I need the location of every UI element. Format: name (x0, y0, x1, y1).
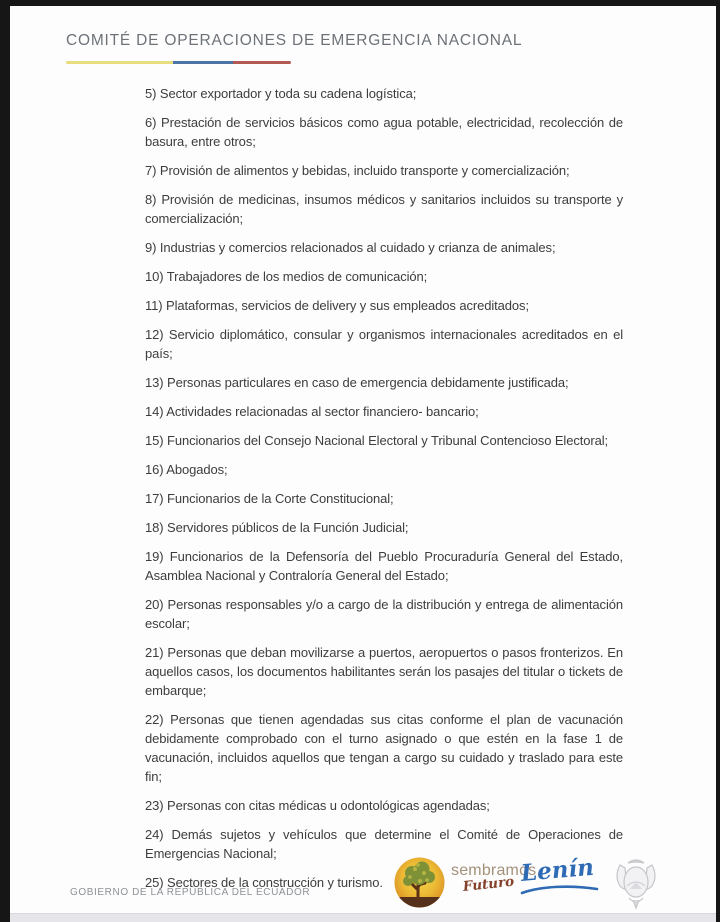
list-item: 20) Personas responsables y/o a cargo de la distribución y entrega de alimentación escolar; (145, 597, 623, 631)
tree-icon (394, 857, 445, 908)
list-item: 22) Personas que tienen agendadas sus citas conforme el plan de vacunación debidamente comprobado con el turno asignado o que estén en la fase 1 de vacunación, incluidos aquellos que tengan a cargo su cuidado y traslado para este fin; (145, 712, 623, 784)
frame-left-edge (0, 0, 10, 922)
list-item: 15) Funcionarios del Consejo Nacional Electoral y Tribunal Contencioso Electoral; (145, 433, 609, 448)
list-item: 10) Trabajadores de los medios de comunicación; (145, 269, 428, 284)
list-item: 19) Funcionarios de la Defensoría del Pueblo Procuraduría General del Estado, Asamblea Nacional y Contraloría General del Estado; (145, 549, 623, 583)
list-item: 25) Sectores de la construcción y turismo. (145, 875, 383, 890)
frame-bottom-edge (10, 913, 716, 922)
futuro-wordmark: Futuro (462, 873, 515, 895)
government-label: GOBIERNO DE LA REPÚBLICA DEL ECUADOR (70, 887, 311, 898)
ecuador-coat-of-arms-icon (611, 856, 661, 912)
list-item: 6) Prestación de servicios básicos como agua potable, electricidad, recolección de basura, entre otros; (145, 115, 623, 149)
exception-list (145, 84, 623, 902)
list-item: 9) Industrias y comercios relacionados al cuidado y crianza de animales; (145, 240, 556, 255)
lenin-wordmark: Lenín (519, 853, 595, 887)
list-item: 7) Provisión de alimentos y bebidas, incluido transporte y comercialización; (145, 163, 570, 178)
list-item: 24) Demás sujetos y vehículos que determine el Comité de Operaciones de Emergencias Nacional; (145, 827, 623, 861)
ecuador-flag-divider (66, 61, 291, 64)
list-item: 14) Actividades relacionadas al sector financiero- bancario; (145, 404, 479, 419)
flag-red-segment (233, 61, 291, 64)
list-item: 11) Plataformas, servicios de delivery y sus empleados acreditados; (145, 298, 529, 313)
list-item: 5) Sector exportador y toda su cadena logística; (145, 86, 417, 101)
frame-top-edge (0, 0, 720, 6)
lenin-signature (519, 853, 605, 897)
frame-right-edge (716, 0, 720, 922)
list-item: 12) Servicio diplomático, consular y organismos internacionales acreditados en el país; (145, 327, 623, 361)
list-item: 21) Personas que deban movilizarse a puertos, aeropuertos o pasos fronterizos. En aquellos casos, los documentos habilitantes serán los pasajes del titular o tickets de embarque; (145, 645, 623, 698)
list-item: 13) Personas particulares en caso de emergencia debidamente justificada; (145, 375, 569, 390)
list-item: 23) Personas con citas médicas u odontológicas agendadas; (145, 798, 490, 813)
flag-yellow-segment (66, 61, 173, 64)
sembramos-wordmark: sembramos (451, 862, 537, 879)
list-item: 16) Abogados; (145, 462, 228, 477)
flag-blue-segment (173, 61, 233, 64)
list-item: 17) Funcionarios de la Corte Constitucional; (145, 491, 394, 506)
page-title: COMITÉ DE OPERACIONES DE EMERGENCIA NACIONAL (66, 32, 523, 49)
list-item: 18) Servidores públicos de la Función Judicial; (145, 520, 409, 535)
list-item: 8) Provisión de medicinas, insumos médicos y sanitarios incluidos su transporte y comercialización; (145, 192, 623, 226)
